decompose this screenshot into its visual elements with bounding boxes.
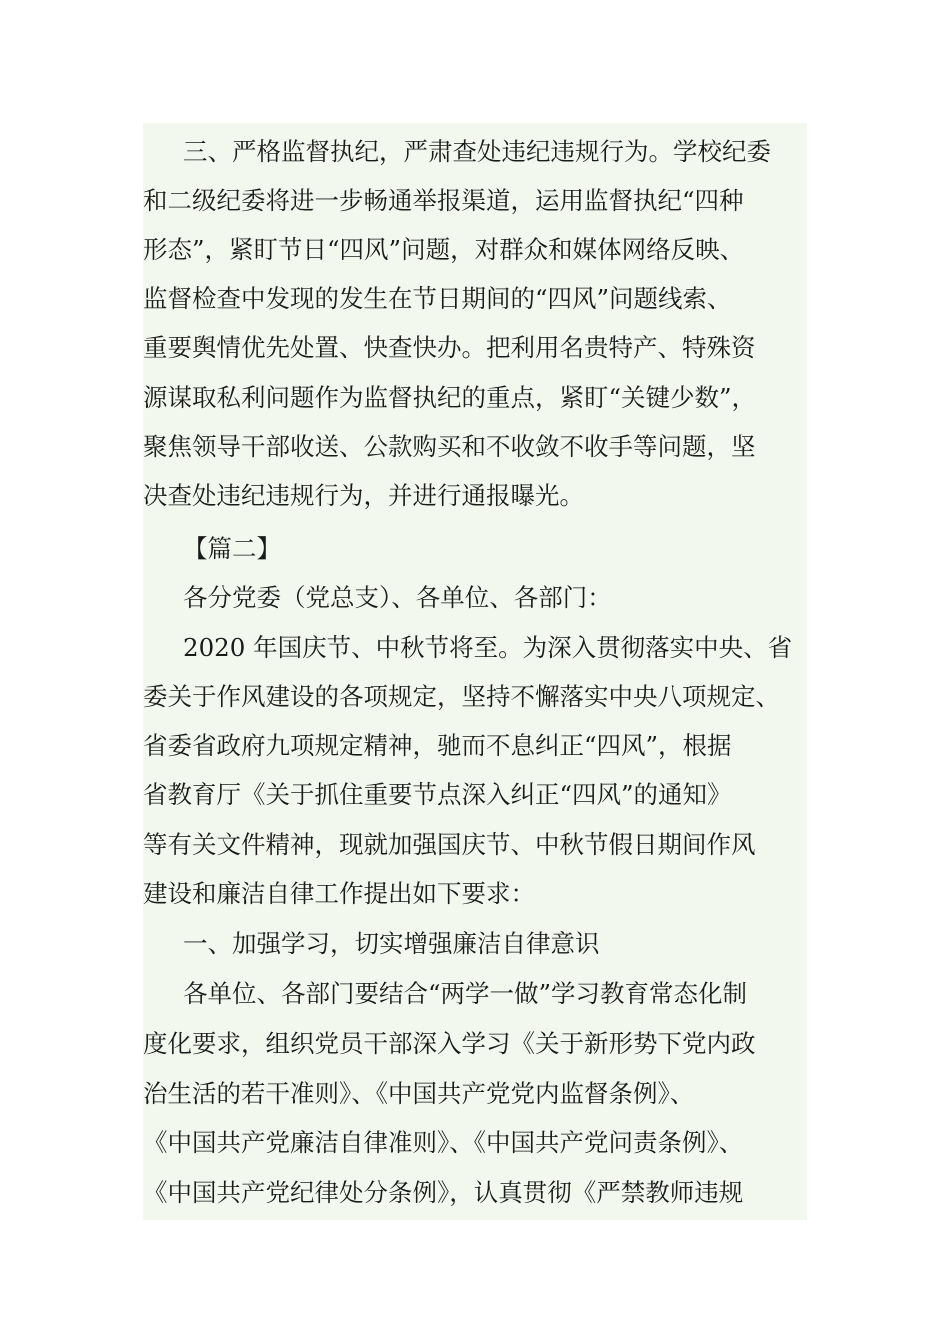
paragraph-line: 监督检查中发现的发生在节日期间的“四风”问题线索、 (143, 284, 732, 313)
paragraph-line: 2020 年国庆节、中秋节将至。为深入贯彻落实中央、省 (183, 633, 793, 662)
salutation-line: 各分党委（党总支）、各单位、各部门： (183, 583, 612, 612)
paragraph-line: 源谋取私利问题作为监督执纪的重点，紧盯“关键少数”， (143, 383, 757, 412)
paragraph-line: 治生活的若干准则》、《中国共产党党内监督条例》、 (143, 1079, 695, 1108)
paragraph-line: 等有关文件精神，现就加强国庆节、中秋节假日期间作风 (143, 830, 756, 859)
paragraph-line: 形态”，紧盯节日“四风”问题，对群众和媒体网络反映、 (143, 235, 745, 264)
paragraph-line: 《中国共产党纪律处分条例》，认真贯彻《严禁教师违规 (143, 1178, 744, 1207)
paragraph-line: 聚焦领导干部收送、公款购买和不收敛不收手等问题，坚 (143, 432, 756, 461)
paragraph-line: 决查处违纪违规行为，并进行通报曝光。 (143, 481, 584, 510)
paragraph-line: 建设和廉洁自律工作提出如下要求： (143, 879, 535, 908)
paragraph-line: 和二级纪委将进一步畅通举报渠道，运用监督执纪“四种 (143, 186, 744, 215)
document-body (143, 123, 807, 1220)
subsection-heading: 一、加强学习，切实增强廉洁自律意识 (183, 929, 600, 958)
paragraph-line: 各单位、各部门要结合“两学一做”学习教育常态化制 (183, 979, 748, 1008)
section-heading: 【篇二】 (183, 534, 281, 563)
paragraph-line: 省委省政府九项规定精神，驰而不息纠正“四风”，根据 (143, 731, 732, 760)
paragraph-line: 委关于作风建设的各项规定，坚持不懈落实中央八项规定、 (143, 682, 780, 711)
paragraph-line: 度化要求，组织党员干部深入学习《关于新形势下党内政 (143, 1029, 756, 1058)
paragraph-line: 省教育厅《关于抓住重要节点深入纠正“四风”的通知》 (143, 780, 732, 809)
paragraph-line: 重要舆情优先处置、快查快办。把利用名贵特产、特殊资 (143, 333, 756, 362)
paragraph-line: 三、严格监督执纪，严肃查处违纪违规行为。学校纪委 (183, 137, 771, 166)
paragraph-line: 《中国共产党廉洁自律准则》、《中国共产党问责条例》、 (143, 1128, 744, 1157)
